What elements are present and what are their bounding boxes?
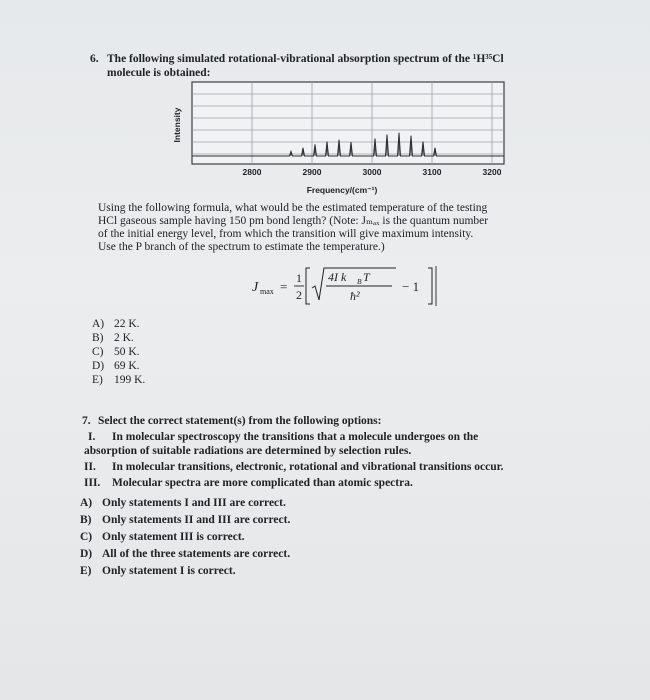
q6-option-a-text: 22 K. (114, 318, 140, 330)
q6-title-line1: The following simulated rotational-vibrational absorption spectrum of the ¹H³⁵Cl (107, 53, 504, 65)
q7-option-c-letter: C) (80, 531, 93, 543)
q7-option-e[interactable] (80, 564, 236, 578)
q6-option-d-letter: D) (92, 360, 105, 372)
q6-option-e-text: 199 K. (114, 374, 146, 386)
q7-option-a[interactable] (80, 496, 286, 510)
formula-half-num: 1 (296, 271, 302, 285)
formula-sqrt-num: 4I k (328, 270, 347, 284)
q7-statement-1-line2: absorption of suitable radiations are determined by selection rules. (84, 445, 412, 457)
q6-option-d-text: 69 K. (114, 360, 140, 372)
q6-number: 6. (90, 53, 99, 65)
q6-para-line1: Using the following formula, what would be the estimated temperature of the testing (98, 202, 488, 214)
q6-option-d[interactable] (92, 359, 140, 373)
q7-title: Select the correct statement(s) from the following options: (98, 415, 382, 427)
formula-sqrt-num-sub: B (357, 277, 362, 286)
q7-option-e-letter: E) (80, 565, 92, 577)
formula-equals: = (280, 279, 288, 294)
q7-option-a-text: Only statements I and III are correct. (102, 497, 286, 509)
q6-option-b-text: 2 K. (114, 332, 134, 344)
q7-option-d-text: All of the three statements are correct. (102, 548, 291, 560)
q6-para-line3: of the initial energy level, from which the transition will give maximum intensity. (98, 228, 474, 240)
x-tick-label-3000: 3000 (362, 167, 382, 177)
q7-option-e-text: Only statement I is correct. (102, 565, 236, 577)
q6-para-line4: Use the P branch of the spectrum to estimate the temperature.) (98, 241, 385, 253)
formula-sqrt-num-tail: T (363, 270, 370, 284)
q6-option-c-text: 50 K. (114, 346, 140, 358)
q7-statement-1-num: I. (88, 431, 96, 443)
x-axis-title: Frequency/(cm⁻¹) (306, 185, 378, 195)
q7-option-b[interactable] (80, 513, 290, 527)
q7-option-c-text: Only statement III is correct. (102, 531, 245, 543)
q6-option-a[interactable] (92, 317, 140, 331)
q6-title-line2: molecule is obtained: (107, 67, 211, 79)
q6-option-c[interactable] (92, 345, 140, 359)
formula-j-sub: max (260, 287, 274, 296)
q7-option-c[interactable] (80, 530, 245, 544)
y-axis-title: Intensity (172, 107, 182, 143)
x-tick-label-3200: 3200 (482, 167, 502, 177)
q7-statement-2-line1: In molecular transitions, electronic, rotational and vibrational transitions occur. (112, 461, 504, 473)
q7-option-a-letter: A) (80, 497, 93, 509)
q7-option-d-letter: D) (80, 548, 93, 560)
q7-option-b-letter: B) (80, 514, 92, 526)
q7-number: 7. (82, 415, 91, 427)
formula-j: J (252, 280, 259, 295)
formula-half-den: 2 (296, 288, 302, 302)
x-tick-label-3100: 3100 (422, 167, 442, 177)
formula-right-bracket (428, 268, 432, 304)
q7-statement-3-num: III. (84, 477, 101, 489)
formula-minus-one: − 1 (402, 279, 420, 294)
chart-x-ticks (243, 167, 502, 177)
q6-option-a-letter: A) (92, 318, 105, 330)
formula-sqrt-den: ħ² (350, 289, 360, 303)
q6-option-c-letter: C) (92, 346, 104, 358)
x-tick-label-2900: 2900 (302, 167, 322, 177)
q7-statement-2-num: II. (84, 461, 96, 473)
jmax-formula (250, 262, 470, 307)
x-tick-label-2800: 2800 (242, 167, 262, 177)
q6-option-b[interactable] (92, 331, 134, 345)
q7-statement-3-line1: Molecular spectra are more complicated than atomic spectra. (112, 477, 413, 489)
q6-option-b-letter: B) (92, 332, 104, 344)
spectrum-chart (170, 80, 510, 198)
q6-option-e-letter: E) (92, 374, 103, 386)
q7-option-d[interactable] (80, 547, 290, 561)
q7-option-b-text: Only statements II and III are correct. (102, 514, 291, 526)
q7-statement-1-line1: In molecular spectroscopy the transitions that a molecule undergoes on the (112, 431, 479, 443)
q6-option-e[interactable] (92, 373, 145, 387)
q6-para-line2: HCl gaseous sample having 150 pm bond length? (Note: Jₘₐₓ is the quantum number (98, 215, 489, 227)
formula-left-bracket (306, 268, 310, 304)
